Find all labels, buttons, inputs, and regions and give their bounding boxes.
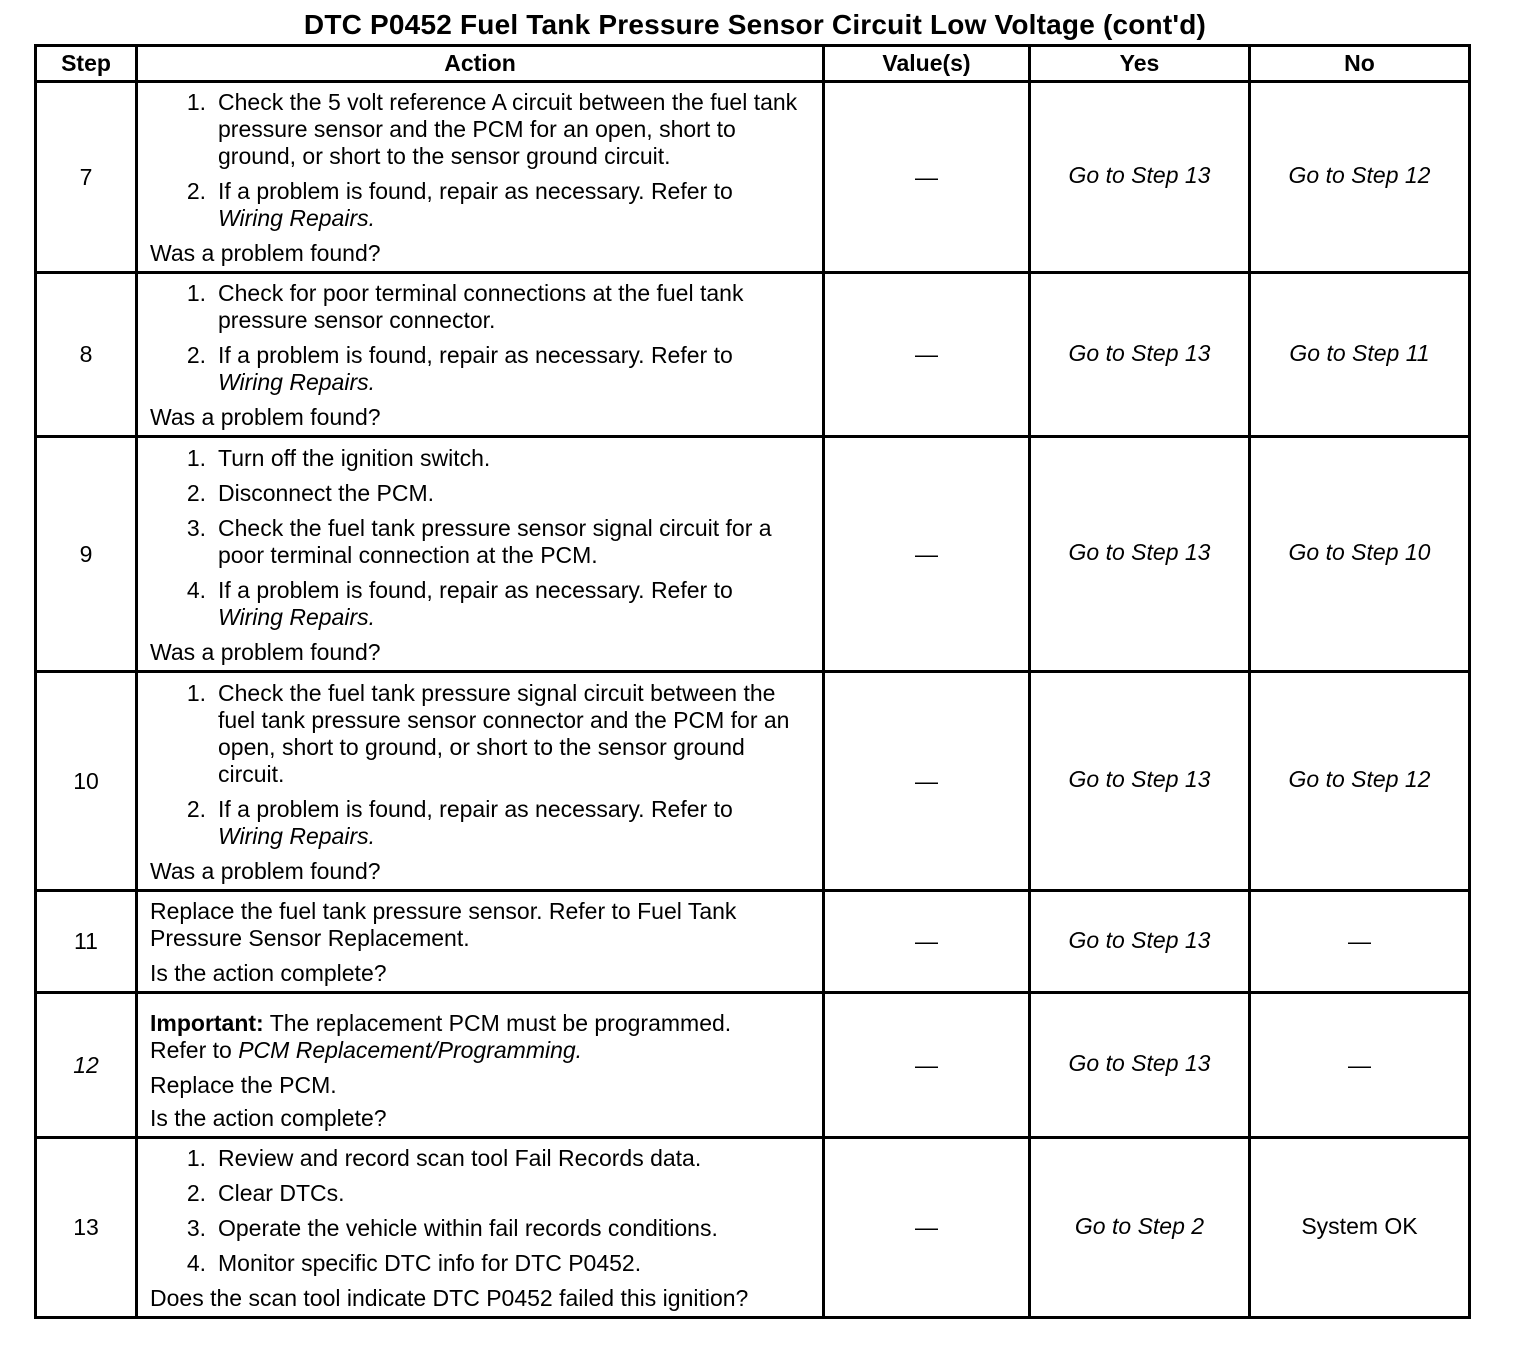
item-text: Operate the vehicle within fail records conditions. <box>218 1215 718 1241</box>
action-item <box>150 515 814 569</box>
yes-action: Go to Step 13 <box>1030 437 1250 672</box>
yes-action: Go to Step 13 <box>1030 993 1250 1138</box>
header-values: Value(s) <box>824 46 1030 82</box>
value-dash: — <box>915 163 938 190</box>
yes-action: Go to Step 13 <box>1030 82 1250 273</box>
item-text: Disconnect the PCM. <box>218 479 435 506</box>
action-item <box>150 342 814 396</box>
item-text: Clear DTCs. <box>218 1180 345 1206</box>
value-dash: — <box>915 1051 938 1078</box>
item-number: 4. <box>186 1250 206 1276</box>
step-question: Does the scan tool indicate DTC P0452 failed this ignition? <box>150 1285 749 1311</box>
no-action: Go to Step 11 <box>1250 273 1470 437</box>
action-cell <box>137 437 824 672</box>
step-number: 8 <box>36 273 137 437</box>
item-text <box>218 796 814 850</box>
value-cell <box>824 993 1030 1138</box>
action-item <box>150 1180 814 1207</box>
header-yes: Yes <box>1030 46 1250 82</box>
no-action: System OK <box>1250 1138 1470 1318</box>
item-number: 4. <box>186 576 206 603</box>
step-question: Was a problem found? <box>150 240 381 266</box>
action-paragraph: Replace the fuel tank pressure sensor. Refer to Fuel Tank Pressure Sensor Replacement. <box>150 898 737 951</box>
step-number: 12 <box>36 993 137 1138</box>
item-number: 2. <box>186 795 206 822</box>
no-action: — <box>1250 993 1470 1138</box>
action-cell <box>137 891 824 993</box>
action-cell <box>137 672 824 891</box>
action-paragraph: Replace the PCM. <box>150 1072 337 1098</box>
step-question: Was a problem found? <box>150 404 381 430</box>
item-text-body: If a problem is found, repair as necessary. Refer to <box>218 178 733 204</box>
item-text: Check the fuel tank pressure signal circuit between the fuel tank pressure sensor connector and the PCM for an open, short to ground, or short to the sensor ground circuit. <box>218 679 790 787</box>
item-text: Review and record scan tool Fail Records data. <box>218 1145 702 1171</box>
item-number: 1. <box>186 679 206 706</box>
yes-action: Go to Step 2 <box>1030 1138 1250 1318</box>
value-dash: — <box>915 1214 938 1240</box>
value-dash: — <box>915 341 938 367</box>
value-cell <box>824 672 1030 891</box>
step-row-8 <box>36 273 1470 437</box>
step-number: 9 <box>36 437 137 672</box>
header-step: Step <box>36 46 137 82</box>
value-cell <box>824 891 1030 993</box>
action-item <box>150 1215 814 1242</box>
no-action: Go to Step 12 <box>1250 82 1470 273</box>
action-item <box>150 280 814 334</box>
item-text-body: If a problem is found, repair as necessary. Refer to <box>218 576 733 603</box>
item-number: 2. <box>186 178 206 204</box>
step-row-10 <box>36 672 1470 891</box>
item-number: 3. <box>186 1215 206 1241</box>
yes-action: Go to Step 13 <box>1030 672 1250 891</box>
step-row-12 <box>36 993 1470 1138</box>
action-item <box>150 1145 814 1172</box>
no-action: Go to Step 12 <box>1250 672 1470 891</box>
header-no: No <box>1250 46 1470 82</box>
wiring-repairs-reference: Wiring Repairs. <box>218 205 376 231</box>
wiring-repairs-reference: Wiring Repairs. <box>218 369 376 395</box>
step-question: Was a problem found? <box>150 857 381 884</box>
action-cell <box>137 993 824 1138</box>
item-number: 1. <box>186 444 206 471</box>
item-text: Monitor specific DTC info for DTC P0452. <box>218 1250 642 1276</box>
wiring-repairs-reference: Wiring Repairs. <box>218 822 376 849</box>
item-text: Check the 5 volt reference A circuit between the fuel tank pressure sensor and the PCM for an open, short to ground, or short to the sensor ground circuit. <box>218 89 798 169</box>
step-number: 7 <box>36 82 137 273</box>
step-question: Was a problem found? <box>150 638 381 665</box>
value-cell <box>824 82 1030 273</box>
wiring-repairs-reference: Wiring Repairs. <box>218 603 376 630</box>
action-cell <box>137 82 824 273</box>
pcm-programming-reference: PCM Replacement/Programming. <box>238 1037 583 1063</box>
important-label: Important: <box>150 1010 264 1036</box>
page-title: DTC P0452 Fuel Tank Pressure Sensor Circuit Low Voltage (cont'd) <box>303 9 1207 40</box>
action-cell <box>137 273 824 437</box>
yes-action: Go to Step 13 <box>1030 891 1250 993</box>
item-number: 2. <box>186 342 206 368</box>
item-number: 1. <box>186 1145 206 1171</box>
item-text-body: If a problem is found, repair as necessary. Refer to <box>218 795 733 822</box>
item-number: 2. <box>186 479 206 506</box>
action-item <box>150 577 814 631</box>
no-action: — <box>1250 891 1470 993</box>
value-cell <box>824 437 1030 672</box>
item-number: 1. <box>186 89 206 115</box>
item-number: 1. <box>186 280 206 306</box>
item-text <box>218 342 814 396</box>
important-note <box>150 1010 814 1064</box>
value-dash: — <box>915 540 938 567</box>
step-row-11 <box>36 891 1470 993</box>
action-cell <box>137 1138 824 1318</box>
action-item <box>150 89 814 170</box>
value-dash: — <box>915 767 938 794</box>
item-text <box>218 577 814 631</box>
step-row-9 <box>36 437 1470 672</box>
item-text: Turn off the ignition switch. <box>218 444 491 471</box>
item-text: Check for poor terminal connections at the fuel tank pressure sensor connector. <box>218 280 744 333</box>
important-text: The replacement PCM must be programmed. <box>269 1010 732 1036</box>
refer-text: Refer to <box>150 1037 232 1063</box>
action-item <box>150 445 814 472</box>
step-row-13 <box>36 1138 1470 1318</box>
step-number: 10 <box>36 672 137 891</box>
item-text <box>218 178 814 232</box>
diagnostic-table <box>34 44 1471 1319</box>
header-action: Action <box>137 46 824 82</box>
step-number: 11 <box>36 891 137 993</box>
action-item <box>150 796 814 850</box>
item-text: Check the fuel tank pressure sensor signal circuit for a poor terminal connection at the PCM. <box>218 514 772 568</box>
value-cell <box>824 273 1030 437</box>
step-question: Is the action complete? <box>150 960 387 986</box>
action-item <box>150 680 814 788</box>
header-row <box>36 46 1470 82</box>
item-number: 3. <box>186 514 206 541</box>
no-action: Go to Step 10 <box>1250 437 1470 672</box>
step-number: 13 <box>36 1138 137 1318</box>
action-item <box>150 1250 814 1277</box>
step-question: Is the action complete? <box>150 1105 387 1131</box>
item-text-body: If a problem is found, repair as necessary. Refer to <box>218 342 733 368</box>
yes-action: Go to Step 13 <box>1030 273 1250 437</box>
value-dash: — <box>915 928 938 954</box>
step-row-7 <box>36 82 1470 273</box>
item-number: 2. <box>186 1180 206 1206</box>
action-item <box>150 480 814 507</box>
action-item <box>150 178 814 232</box>
value-cell <box>824 1138 1030 1318</box>
